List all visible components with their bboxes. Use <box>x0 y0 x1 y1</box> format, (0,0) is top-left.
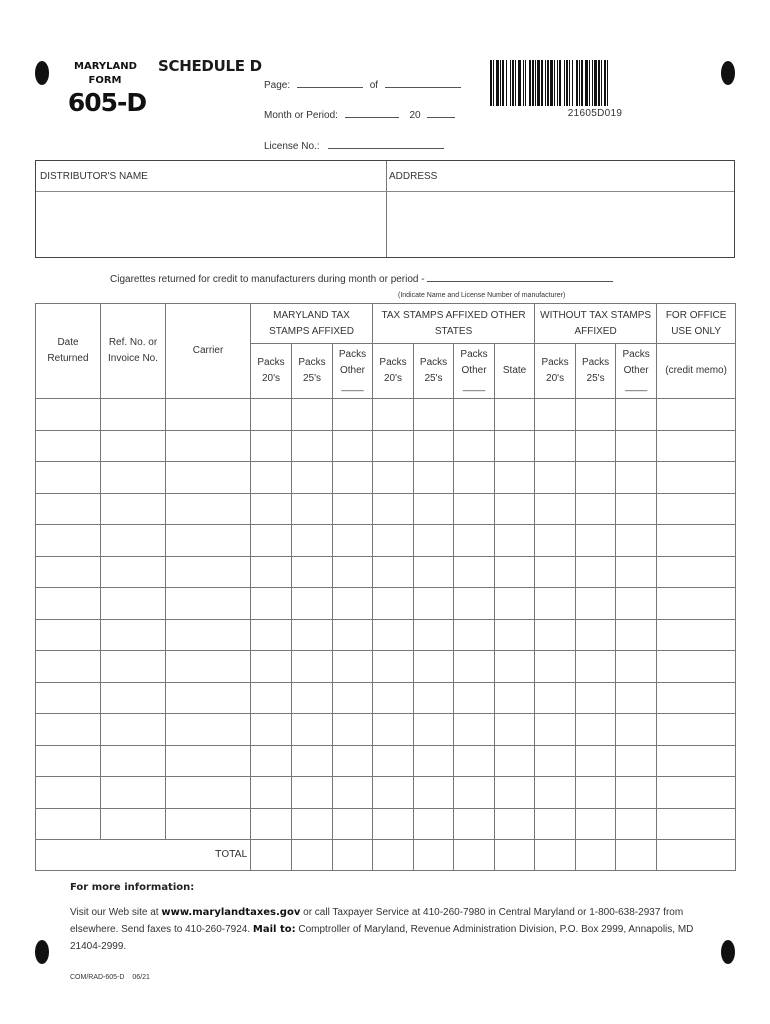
year-prefix: 20 <box>409 110 421 121</box>
cell-os-other[interactable] <box>454 682 495 714</box>
cell-md-25[interactable] <box>292 588 333 620</box>
distributor-name-field[interactable] <box>37 192 385 256</box>
group-office-use: FOR OFFICE USE ONLY <box>657 304 736 344</box>
cell-md-other[interactable] <box>333 430 373 462</box>
cell-ref[interactable] <box>101 399 166 431</box>
cell-os-other[interactable] <box>454 777 495 809</box>
cell-os-25[interactable] <box>414 745 454 777</box>
cell-ref[interactable] <box>101 588 166 620</box>
cell-md-20[interactable] <box>251 430 292 462</box>
cell-md-other[interactable] <box>333 714 373 746</box>
table-row <box>36 745 736 777</box>
cell-date[interactable] <box>36 651 101 683</box>
cell-md-other[interactable] <box>333 399 373 431</box>
cell-os-other[interactable] <box>454 619 495 651</box>
footer-code: COM/RAD-605-D <box>70 974 125 981</box>
table-row <box>36 399 736 431</box>
cell-ref[interactable] <box>101 808 166 840</box>
table-row <box>36 651 736 683</box>
month-field[interactable] <box>345 109 399 118</box>
cell-wo-25[interactable] <box>576 808 616 840</box>
cell-md-20[interactable] <box>251 556 292 588</box>
cell-os-20[interactable] <box>373 714 414 746</box>
total-wo-20[interactable] <box>535 840 576 871</box>
cell-wo-other[interactable] <box>616 682 657 714</box>
cell-md-other[interactable] <box>333 462 373 494</box>
table-row <box>36 462 736 494</box>
month-field-row <box>264 109 455 121</box>
cell-wo-other[interactable] <box>616 493 657 525</box>
punch-hole-bottom-left <box>35 940 49 964</box>
cell-md-25[interactable] <box>292 556 333 588</box>
cell-wo-other[interactable] <box>616 651 657 683</box>
cell-wo-other[interactable] <box>616 462 657 494</box>
form-footer <box>70 974 150 981</box>
cell-wo-other[interactable] <box>616 525 657 557</box>
cell-os-state[interactable] <box>495 777 535 809</box>
cell-os-25[interactable] <box>414 430 454 462</box>
total-wo-25[interactable] <box>576 840 616 871</box>
cell-os-other[interactable] <box>454 808 495 840</box>
total-wo-other[interactable] <box>616 840 657 871</box>
col-ref-no: Ref. No. or Invoice No. <box>101 304 166 399</box>
returned-line <box>110 273 613 285</box>
table-row <box>36 525 736 557</box>
total-row <box>36 840 736 871</box>
cell-os-other[interactable] <box>454 745 495 777</box>
cell-office[interactable] <box>657 399 736 431</box>
cell-wo-20[interactable] <box>535 714 576 746</box>
cell-wo-20[interactable] <box>535 651 576 683</box>
manufacturer-note: (Indicate Name and License Number of manufacturer) <box>398 292 566 299</box>
cell-os-20[interactable] <box>373 588 414 620</box>
cell-wo-other[interactable] <box>616 808 657 840</box>
total-label: TOTAL <box>36 840 251 871</box>
cell-md-other[interactable] <box>333 682 373 714</box>
os-packs-25: Packs 25's <box>414 344 454 399</box>
punch-hole-top-right <box>721 61 735 85</box>
cell-md-20[interactable] <box>251 619 292 651</box>
form-number: 605-D <box>67 88 147 117</box>
table-row <box>36 430 736 462</box>
cell-wo-other[interactable] <box>616 556 657 588</box>
cell-os-other[interactable] <box>454 556 495 588</box>
group-other-states: TAX STAMPS AFFIXED OTHER STATES <box>373 304 535 344</box>
cell-os-25[interactable] <box>414 777 454 809</box>
cell-os-other[interactable] <box>454 399 495 431</box>
cell-date[interactable] <box>36 462 101 494</box>
page-label: Page: <box>264 80 291 91</box>
table-row <box>36 808 736 840</box>
cell-carrier[interactable] <box>166 556 251 588</box>
cell-os-25[interactable] <box>414 682 454 714</box>
cell-wo-other[interactable] <box>616 399 657 431</box>
cell-wo-25[interactable] <box>576 462 616 494</box>
cell-carrier[interactable] <box>166 714 251 746</box>
barcode <box>490 60 700 106</box>
cell-md-other[interactable] <box>333 525 373 557</box>
cell-os-state[interactable] <box>495 745 535 777</box>
cell-os-25[interactable] <box>414 808 454 840</box>
barcode-number: 21605D019 <box>567 108 623 119</box>
cell-os-25[interactable] <box>414 399 454 431</box>
cell-md-20[interactable] <box>251 745 292 777</box>
total-md-other[interactable] <box>333 840 373 871</box>
cell-date[interactable] <box>36 745 101 777</box>
cell-wo-20[interactable] <box>535 399 576 431</box>
cell-ref[interactable] <box>101 556 166 588</box>
md-packs-20: Packs 20's <box>251 344 292 399</box>
table-row <box>36 714 736 746</box>
cell-md-other[interactable] <box>333 588 373 620</box>
cell-md-20[interactable] <box>251 651 292 683</box>
cell-md-20[interactable] <box>251 777 292 809</box>
cell-carrier[interactable] <box>166 682 251 714</box>
cell-carrier[interactable] <box>166 430 251 462</box>
cell-md-other[interactable] <box>333 651 373 683</box>
cell-wo-20[interactable] <box>535 619 576 651</box>
cell-os-25[interactable] <box>414 588 454 620</box>
cell-wo-20[interactable] <box>535 777 576 809</box>
cell-md-20[interactable] <box>251 493 292 525</box>
cell-md-25[interactable] <box>292 651 333 683</box>
cell-wo-25[interactable] <box>576 588 616 620</box>
cell-os-25[interactable] <box>414 714 454 746</box>
cell-carrier[interactable] <box>166 588 251 620</box>
cell-date[interactable] <box>36 808 101 840</box>
md-packs-25: Packs 25's <box>292 344 333 399</box>
mail-to-label: Mail to: <box>252 924 296 935</box>
cell-date[interactable] <box>36 588 101 620</box>
cell-os-other[interactable] <box>454 651 495 683</box>
footer-date: 06/21 <box>132 974 150 981</box>
cell-os-25[interactable] <box>414 651 454 683</box>
cell-date[interactable] <box>36 399 101 431</box>
cell-md-25[interactable] <box>292 525 333 557</box>
cell-os-state[interactable] <box>495 525 535 557</box>
cell-carrier[interactable] <box>166 777 251 809</box>
cell-wo-25[interactable] <box>576 714 616 746</box>
cell-carrier[interactable] <box>166 651 251 683</box>
page-of-label: of <box>369 80 379 91</box>
visit-middle: or call Taxpayer Service at 410-260-7980 in Central Maryland or 1-800-638-2937 from elsewhere. Send faxes to 410-260-7924. <box>70 907 684 935</box>
total-os-25[interactable] <box>414 840 454 871</box>
license-field-row <box>264 140 444 152</box>
cell-os-state[interactable] <box>495 462 535 494</box>
cell-ref[interactable] <box>101 462 166 494</box>
table-row <box>36 682 736 714</box>
cell-office[interactable] <box>657 493 736 525</box>
cell-ref[interactable] <box>101 651 166 683</box>
total-office[interactable] <box>657 840 736 871</box>
form-state: MARYLAND <box>74 61 137 72</box>
cell-md-25[interactable] <box>292 462 333 494</box>
punch-hole-bottom-right <box>721 940 735 964</box>
cell-md-20[interactable] <box>251 462 292 494</box>
distributor-name-label: DISTRIBUTOR'S NAME <box>40 171 148 182</box>
cell-os-other[interactable] <box>454 588 495 620</box>
returned-text: Cigarettes returned for credit to manufacturers during month or period - <box>110 274 425 285</box>
cell-os-20[interactable] <box>373 619 414 651</box>
cell-wo-25[interactable] <box>576 651 616 683</box>
cell-os-25[interactable] <box>414 462 454 494</box>
cell-wo-25[interactable] <box>576 619 616 651</box>
cell-date[interactable] <box>36 619 101 651</box>
cell-wo-20[interactable] <box>535 493 576 525</box>
cell-os-25[interactable] <box>414 525 454 557</box>
os-state: State <box>495 344 535 399</box>
cell-os-20[interactable] <box>373 777 414 809</box>
cell-date[interactable] <box>36 682 101 714</box>
cell-ref[interactable] <box>101 745 166 777</box>
cell-md-25[interactable] <box>292 619 333 651</box>
manufacturer-field[interactable] <box>427 273 613 282</box>
cell-ref[interactable] <box>101 525 166 557</box>
cell-ref[interactable] <box>101 619 166 651</box>
cell-ref[interactable] <box>101 493 166 525</box>
cell-wo-other[interactable] <box>616 619 657 651</box>
cell-os-state[interactable] <box>495 619 535 651</box>
cell-os-state[interactable] <box>495 493 535 525</box>
cell-wo-25[interactable] <box>576 682 616 714</box>
total-os-state[interactable] <box>495 840 535 871</box>
address-field[interactable] <box>387 192 734 256</box>
os-packs-20: Packs 20's <box>373 344 414 399</box>
cell-wo-25[interactable] <box>576 777 616 809</box>
cell-date[interactable] <box>36 493 101 525</box>
punch-hole-top-left <box>35 61 49 85</box>
cell-os-25[interactable] <box>414 556 454 588</box>
cell-wo-25[interactable] <box>576 430 616 462</box>
cell-os-25[interactable] <box>414 619 454 651</box>
cell-wo-25[interactable] <box>576 525 616 557</box>
cell-md-25[interactable] <box>292 777 333 809</box>
cell-md-25[interactable] <box>292 399 333 431</box>
cell-os-state[interactable] <box>495 651 535 683</box>
cell-office[interactable] <box>657 682 736 714</box>
cell-os-state[interactable] <box>495 588 535 620</box>
license-field[interactable] <box>328 140 444 149</box>
cell-office[interactable] <box>657 651 736 683</box>
cell-office[interactable] <box>657 714 736 746</box>
cell-os-state[interactable] <box>495 682 535 714</box>
cell-ref[interactable] <box>101 714 166 746</box>
cell-date[interactable] <box>36 714 101 746</box>
cell-date[interactable] <box>36 556 101 588</box>
cell-md-other[interactable] <box>333 556 373 588</box>
cell-os-state[interactable] <box>495 399 535 431</box>
cell-wo-20[interactable] <box>535 556 576 588</box>
cell-office[interactable] <box>657 588 736 620</box>
total-os-20[interactable] <box>373 840 414 871</box>
cell-wo-20[interactable] <box>535 525 576 557</box>
cell-wo-25[interactable] <box>576 493 616 525</box>
cell-ref[interactable] <box>101 430 166 462</box>
cell-date[interactable] <box>36 777 101 809</box>
cell-office[interactable] <box>657 808 736 840</box>
cell-os-other[interactable] <box>454 430 495 462</box>
cell-os-state[interactable] <box>495 808 535 840</box>
cell-wo-20[interactable] <box>535 430 576 462</box>
cell-os-20[interactable] <box>373 462 414 494</box>
office-credit-memo: (credit memo) <box>657 344 736 399</box>
cell-wo-20[interactable] <box>535 745 576 777</box>
group-without-stamps: WITHOUT TAX STAMPS AFFIXED <box>535 304 657 344</box>
cell-os-other[interactable] <box>454 462 495 494</box>
cell-os-20[interactable] <box>373 430 414 462</box>
cell-office[interactable] <box>657 430 736 462</box>
cell-os-25[interactable] <box>414 493 454 525</box>
cell-os-state[interactable] <box>495 430 535 462</box>
cell-date[interactable] <box>36 430 101 462</box>
cell-md-20[interactable] <box>251 714 292 746</box>
page-field-row <box>264 79 461 91</box>
cell-os-20[interactable] <box>373 525 414 557</box>
cell-md-other[interactable] <box>333 808 373 840</box>
wo-packs-20: Packs 20's <box>535 344 576 399</box>
col-carrier: Carrier <box>166 304 251 399</box>
cell-md-25[interactable] <box>292 493 333 525</box>
cell-md-20[interactable] <box>251 588 292 620</box>
cell-os-20[interactable] <box>373 808 414 840</box>
cell-ref[interactable] <box>101 682 166 714</box>
table-row <box>36 619 736 651</box>
cell-os-20[interactable] <box>373 399 414 431</box>
cell-md-other[interactable] <box>333 777 373 809</box>
cell-md-20[interactable] <box>251 682 292 714</box>
page-number-field[interactable] <box>297 79 363 88</box>
group-maryland-stamps: MARYLAND TAX STAMPS AFFIXED <box>251 304 373 344</box>
cell-md-other[interactable] <box>333 493 373 525</box>
cell-office[interactable] <box>657 777 736 809</box>
cell-os-other[interactable] <box>454 714 495 746</box>
distributor-info-box <box>35 160 735 258</box>
cell-md-other[interactable] <box>333 619 373 651</box>
table-row <box>36 588 736 620</box>
month-label: Month or Period: <box>264 110 338 121</box>
license-label: License No.: <box>264 141 320 152</box>
cell-wo-20[interactable] <box>535 588 576 620</box>
wo-packs-25: Packs 25's <box>576 344 616 399</box>
cell-os-other[interactable] <box>454 493 495 525</box>
mail-address: Comptroller of Maryland, Revenue Administration Division, P.O. Box 2999, Annapolis, MD 21404-2999. <box>70 924 694 952</box>
cell-os-state[interactable] <box>495 714 535 746</box>
cell-wo-25[interactable] <box>576 556 616 588</box>
form-word: FORM <box>88 75 122 86</box>
md-packs-other: Packs Other ____ <box>333 344 373 399</box>
cell-wo-20[interactable] <box>535 462 576 494</box>
total-os-other[interactable] <box>454 840 495 871</box>
cell-os-state[interactable] <box>495 556 535 588</box>
cell-wo-25[interactable] <box>576 399 616 431</box>
cell-os-other[interactable] <box>454 525 495 557</box>
cell-md-25[interactable] <box>292 745 333 777</box>
cell-wo-other[interactable] <box>616 588 657 620</box>
cell-office[interactable] <box>657 556 736 588</box>
schedule-title: SCHEDULE D <box>158 57 262 75</box>
cell-carrier[interactable] <box>166 399 251 431</box>
cell-wo-other[interactable] <box>616 430 657 462</box>
cell-carrier[interactable] <box>166 808 251 840</box>
cell-carrier[interactable] <box>166 525 251 557</box>
cell-os-20[interactable] <box>373 493 414 525</box>
wo-packs-other: Packs Other ____ <box>616 344 657 399</box>
cell-os-20[interactable] <box>373 682 414 714</box>
website-link[interactable]: www.marylandtaxes.gov <box>161 907 301 918</box>
total-md-20[interactable] <box>251 840 292 871</box>
cell-os-20[interactable] <box>373 745 414 777</box>
cell-carrier[interactable] <box>166 619 251 651</box>
cell-md-25[interactable] <box>292 808 333 840</box>
visit-prefix: Visit our Web site at <box>70 907 159 918</box>
total-md-25[interactable] <box>292 840 333 871</box>
cell-date[interactable] <box>36 525 101 557</box>
cell-wo-other[interactable] <box>616 777 657 809</box>
table-row <box>36 493 736 525</box>
cell-carrier[interactable] <box>166 493 251 525</box>
page-total-field[interactable] <box>385 79 461 88</box>
cell-md-25[interactable] <box>292 430 333 462</box>
cell-carrier[interactable] <box>166 745 251 777</box>
table-row <box>36 556 736 588</box>
cell-wo-20[interactable] <box>535 682 576 714</box>
address-label: ADDRESS <box>389 171 438 182</box>
cell-md-25[interactable] <box>292 682 333 714</box>
cell-wo-25[interactable] <box>576 745 616 777</box>
cell-md-20[interactable] <box>251 399 292 431</box>
os-packs-other: Packs Other ____ <box>454 344 495 399</box>
cell-office[interactable] <box>657 462 736 494</box>
contact-info <box>70 904 720 955</box>
cell-md-other[interactable] <box>333 745 373 777</box>
cell-wo-20[interactable] <box>535 808 576 840</box>
cell-os-20[interactable] <box>373 556 414 588</box>
cell-office[interactable] <box>657 619 736 651</box>
returns-table <box>35 303 736 871</box>
year-field[interactable] <box>427 109 455 118</box>
cell-office[interactable] <box>657 745 736 777</box>
cell-wo-other[interactable] <box>616 714 657 746</box>
cell-md-20[interactable] <box>251 808 292 840</box>
col-date-returned: Date Returned <box>36 304 101 399</box>
cell-md-20[interactable] <box>251 525 292 557</box>
cell-ref[interactable] <box>101 777 166 809</box>
more-info-heading: For more information: <box>70 882 195 893</box>
cell-md-25[interactable] <box>292 714 333 746</box>
cell-office[interactable] <box>657 525 736 557</box>
table-row <box>36 777 736 809</box>
cell-carrier[interactable] <box>166 462 251 494</box>
cell-os-20[interactable] <box>373 651 414 683</box>
cell-wo-other[interactable] <box>616 745 657 777</box>
